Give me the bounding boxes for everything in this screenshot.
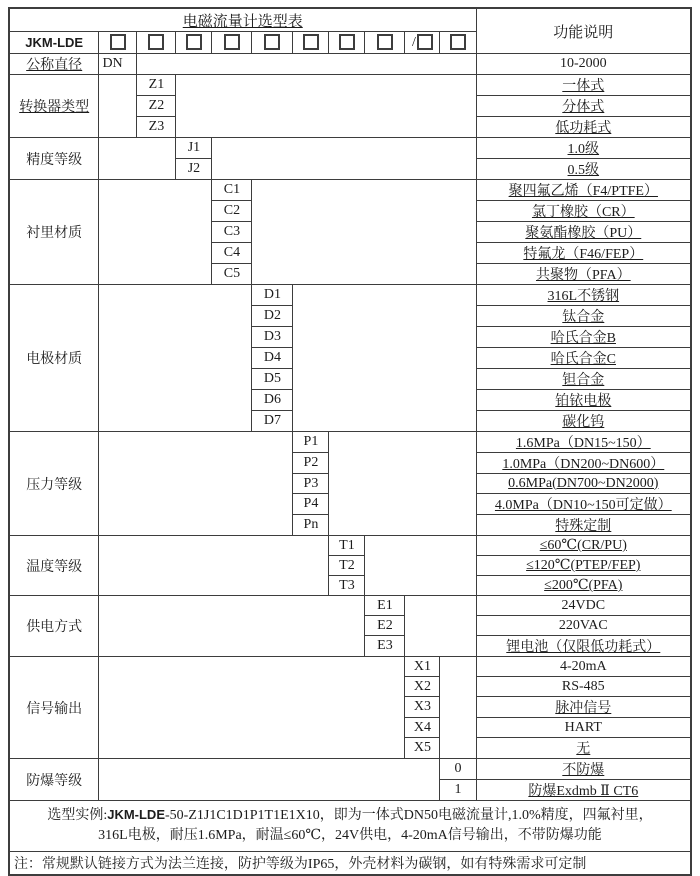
code-C5: C5 <box>212 264 252 285</box>
desc-X1: 4-20mA <box>476 657 691 677</box>
spacer-cell <box>99 759 440 801</box>
model-code-box-6[interactable] <box>293 32 329 54</box>
desc-D1[interactable]: 316L不锈钢 <box>476 285 691 306</box>
checkbox-icon[interactable] <box>110 34 126 50</box>
desc-C1[interactable]: 聚四氟乙烯（F4/PTFE） <box>476 180 691 201</box>
model-code-box-10[interactable] <box>440 32 476 54</box>
spacer-cell <box>99 75 137 138</box>
spacer-cell <box>176 75 476 138</box>
category-label-converter[interactable]: 转换器类型 <box>9 75 99 138</box>
category-label-pressure: 压力等级 <box>9 432 99 536</box>
desc-E2: 220VAC <box>476 616 691 636</box>
example-model-code: JKM-LDE <box>107 806 165 822</box>
spacer-cell <box>99 596 365 657</box>
desc-X2: RS-485 <box>476 677 691 697</box>
code-C1: C1 <box>212 180 252 201</box>
category-label-explosion: 防爆等级 <box>9 759 99 801</box>
code-X3: X3 <box>405 697 440 718</box>
checkbox-icon[interactable] <box>186 34 202 50</box>
example-rest: -50-Z1J1C1D1P1T1E1X10，即为一体式DN50电磁流量计,1.0%精度，四氟衬里， <box>165 807 653 823</box>
code-Z1: Z1 <box>137 75 176 96</box>
desc-Z1[interactable]: 一体式 <box>476 75 691 96</box>
desc-D4[interactable]: 哈氏合金C <box>476 348 691 369</box>
code-E3: E3 <box>365 636 405 657</box>
spacer-cell <box>329 432 476 536</box>
code-T2: T2 <box>329 556 365 576</box>
model-code-box-2[interactable] <box>137 32 176 54</box>
code-X4: X4 <box>405 718 440 738</box>
desc-Z2[interactable]: 分体式 <box>476 96 691 117</box>
category-label-dn[interactable]: 公称直径 <box>9 54 99 75</box>
code-D6: D6 <box>252 390 293 411</box>
checkbox-icon[interactable] <box>264 34 280 50</box>
spacer-cell <box>99 657 405 759</box>
desc-T2[interactable]: ≤120℃(PTEP/FEP) <box>476 556 691 576</box>
category-label-temperature: 温度等级 <box>9 536 99 596</box>
model-code-box-3[interactable] <box>176 32 212 54</box>
code-D7: D7 <box>252 411 293 432</box>
desc-X4: HART <box>476 718 691 738</box>
spacer-cell <box>99 180 212 285</box>
spacer-cell <box>99 138 176 180</box>
model-prefix: JKM-LDE <box>9 32 99 54</box>
model-code-box-1[interactable] <box>99 32 137 54</box>
spacer-cell <box>365 536 476 596</box>
spacer-cell <box>99 285 252 432</box>
desc-P4[interactable]: 4.0MPa（DN10~150可定做） <box>476 494 691 515</box>
model-code-box-9[interactable] <box>405 32 440 54</box>
desc-X5[interactable]: 无 <box>476 738 691 759</box>
code-D5: D5 <box>252 369 293 390</box>
default-config-note: 注：常规默认链接方式为法兰连接，防护等级为IP65，外壳材料为碳钢，如有特殊需求可定制 <box>9 852 691 876</box>
spacer-cell <box>252 180 476 285</box>
code-P3: P3 <box>293 474 329 494</box>
desc-P3[interactable]: 0.6MPa(DN700~DN2000) <box>476 474 691 494</box>
desc-D2[interactable]: 钛合金 <box>476 306 691 327</box>
code-C4: C4 <box>212 243 252 264</box>
spacer-cell <box>212 138 476 180</box>
spacer-cell <box>137 54 476 75</box>
desc-E3[interactable]: 锂电池（仅限低功耗式） <box>476 636 691 657</box>
checkbox-icon[interactable] <box>303 34 319 50</box>
model-code-box-4[interactable] <box>212 32 252 54</box>
code-P1: P1 <box>293 432 329 453</box>
code-D2: D2 <box>252 306 293 327</box>
code-X2: X2 <box>405 677 440 697</box>
selection-table <box>8 7 692 876</box>
model-code-box-8[interactable] <box>365 32 405 54</box>
desc-C3[interactable]: 聚氨酯橡胶（PU） <box>476 222 691 243</box>
code-P4: P4 <box>293 494 329 515</box>
table-title: 电磁流量计选型表 <box>9 8 476 32</box>
code-exp-0: 0 <box>440 759 476 780</box>
code-J2: J2 <box>176 159 212 180</box>
desc-P2[interactable]: 1.0MPa（DN200~DN600） <box>476 453 691 474</box>
model-code-box-7[interactable] <box>329 32 365 54</box>
desc-D6[interactable]: 铂铱电极 <box>476 390 691 411</box>
desc-Pn[interactable]: 特殊定制 <box>476 515 691 536</box>
code-E1: E1 <box>365 596 405 616</box>
code-E2: E2 <box>365 616 405 636</box>
code-P2: P2 <box>293 453 329 474</box>
checkbox-icon[interactable] <box>148 34 164 50</box>
desc-D5[interactable]: 钽合金 <box>476 369 691 390</box>
checkbox-icon[interactable] <box>339 34 355 50</box>
spacer-cell <box>99 432 293 536</box>
example-prefix: 选型实例: <box>47 807 108 823</box>
code-C3: C3 <box>212 222 252 243</box>
desc-J2[interactable]: 0.5级 <box>476 159 691 180</box>
desc-X3[interactable]: 脉冲信号 <box>476 697 691 718</box>
desc-DN: 10-2000 <box>476 54 691 75</box>
code-Z2: Z2 <box>137 96 176 117</box>
desc-P1[interactable]: 1.6MPa（DN15~150） <box>476 432 691 453</box>
desc-Z3[interactable]: 低功耗式 <box>476 117 691 138</box>
code-X1: X1 <box>405 657 440 677</box>
category-label-accuracy: 精度等级 <box>9 138 99 180</box>
desc-E1: 24VDC <box>476 596 691 616</box>
category-label-lining: 衬里材质 <box>9 180 99 285</box>
category-label-electrode: 电极材质 <box>9 285 99 432</box>
code-Z3: Z3 <box>137 117 176 138</box>
desc-T1[interactable]: ≤60℃(CR/PU) <box>476 536 691 556</box>
category-label-signal: 信号输出 <box>9 657 99 759</box>
category-label-power: 供电方式 <box>9 596 99 657</box>
code-DN: DN <box>99 54 137 75</box>
slash-separator: / <box>411 34 416 50</box>
desc-T3[interactable]: ≤200℃(PFA) <box>476 576 691 596</box>
checkbox-icon[interactable] <box>450 34 466 50</box>
code-D1: D1 <box>252 285 293 306</box>
code-Pn: Pn <box>293 515 329 536</box>
checkbox-icon[interactable] <box>417 34 433 50</box>
code-T1: T1 <box>329 536 365 556</box>
spacer-cell <box>440 657 476 759</box>
function-column-header: 功能说明 <box>476 8 691 54</box>
desc-J1[interactable]: 1.0级 <box>476 138 691 159</box>
example-line2: 316L电极，耐压1.6MPa，耐温≤60℃，24V供电，4-20mA信号输出，不带防爆功能 <box>98 828 602 843</box>
spacer-cell <box>99 536 329 596</box>
code-J1: J1 <box>176 138 212 159</box>
spacer-cell <box>293 285 476 432</box>
checkbox-icon[interactable] <box>377 34 393 50</box>
code-X5: X5 <box>405 738 440 759</box>
desc-exp-1[interactable]: 防爆Exdmb Ⅱ CT6 <box>476 780 691 801</box>
desc-D7[interactable]: 碳化钨 <box>476 411 691 432</box>
desc-D3[interactable]: 哈氏合金B <box>476 327 691 348</box>
desc-C2[interactable]: 氯丁橡胶（CR） <box>476 201 691 222</box>
code-D4: D4 <box>252 348 293 369</box>
code-T3: T3 <box>329 576 365 596</box>
selection-example <box>9 801 691 852</box>
desc-C5[interactable]: 共聚物（PFA） <box>476 264 691 285</box>
desc-exp-0[interactable]: 不防爆 <box>476 759 691 780</box>
code-exp-1: 1 <box>440 780 476 801</box>
code-C2: C2 <box>212 201 252 222</box>
model-code-box-5[interactable] <box>252 32 293 54</box>
desc-C4[interactable]: 特氟龙（F46/FEP） <box>476 243 691 264</box>
checkbox-icon[interactable] <box>224 34 240 50</box>
spacer-cell <box>405 596 476 657</box>
code-D3: D3 <box>252 327 293 348</box>
